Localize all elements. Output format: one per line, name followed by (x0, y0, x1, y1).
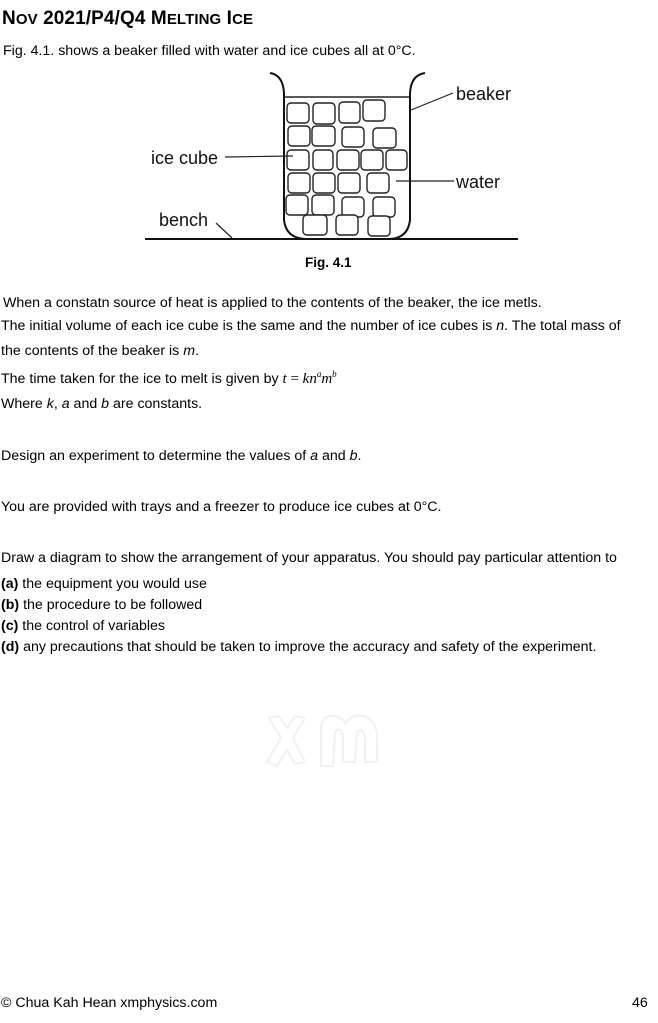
variable-n: n (496, 318, 505, 334)
ice-cube (313, 173, 335, 193)
list-marker: (b) (1, 597, 20, 613)
title-part: CE (232, 11, 254, 28)
list-item-c (1, 618, 165, 634)
label-water: water (456, 172, 501, 192)
list-text: any precautions that should be taken to improve the accuracy and safety of the experiment. (19, 639, 597, 655)
ice-cube (286, 195, 308, 215)
list-marker: (c) (1, 618, 19, 634)
ice-cube (313, 103, 335, 124)
body-line-time (1, 369, 337, 388)
list-marker: (d) (1, 639, 20, 655)
eq-t: t (282, 371, 287, 387)
draw-instruction: Draw a diagram to show the arrangement of your apparatus. You should pay particular attention to (1, 550, 617, 566)
text-span: . (357, 448, 362, 464)
title-part: ELTING (166, 11, 222, 28)
ice-cube (373, 197, 395, 217)
eq-n: n (309, 371, 317, 387)
ice-cube (363, 100, 385, 121)
ice-cube (336, 215, 358, 235)
title-part: I (221, 8, 233, 29)
eq-equals: = (286, 371, 303, 387)
equation (283, 371, 337, 387)
ice-cube (367, 173, 389, 193)
ice-cube (312, 195, 334, 215)
figure-caption: Fig. 4.1 (305, 255, 352, 270)
variable-m: m (183, 343, 196, 359)
text-span: The initial volume of each ice cube is the same and the number of ice cubes is (1, 318, 497, 334)
list-text: the equipment you would use (18, 576, 207, 592)
ice-cube (342, 127, 364, 147)
text-span: , (53, 396, 62, 412)
ice-cube (303, 215, 327, 235)
intro-text: Fig. 4.1. shows a beaker filled with water and ice cubes all at 0°C. (3, 43, 416, 59)
design-instruction (1, 448, 361, 464)
eq-exponent-a: a (316, 369, 322, 379)
list-item-a (1, 576, 207, 592)
ice-cube (337, 150, 359, 170)
list-text: the control of variables (18, 618, 166, 634)
beaker-diagram (140, 65, 530, 275)
text-span: the contents of the beaker is (1, 343, 184, 359)
body-line-volume (1, 318, 621, 334)
ice-cube (368, 216, 390, 236)
list-marker: (a) (1, 576, 19, 592)
ice-cube (287, 150, 309, 170)
beaker-leader (411, 93, 453, 110)
body-line-mass (1, 343, 199, 359)
list-text: the procedure to be followed (19, 597, 203, 613)
variable-a: a (310, 448, 319, 464)
variable-k: k (46, 396, 54, 412)
ice-cube (342, 197, 364, 217)
variable-a: a (61, 396, 70, 412)
text-span: Design an experiment to determine the values of (1, 448, 311, 464)
title-part: N (2, 8, 16, 29)
list-item-b (1, 597, 202, 613)
body-line-heat: When a constatn source of heat is applied to the contents of the beaker, the ice metls. (3, 295, 542, 311)
eq-exponent-b: b (332, 369, 337, 379)
title-part: M (150, 8, 167, 29)
ice-cubes (286, 100, 407, 236)
text-span: . (195, 343, 199, 359)
label-bench: bench (159, 210, 209, 230)
ice-cube-leader (225, 156, 293, 157)
ice-cube (386, 150, 407, 170)
text-span: are constants. (109, 396, 203, 412)
ice-cube (313, 150, 333, 170)
eq-k: k (302, 371, 310, 387)
bench-leader (216, 223, 232, 238)
body-line-constants (1, 396, 202, 412)
page-number: 46 (632, 995, 648, 1011)
ice-cube (287, 103, 309, 123)
label-ice-cube: ice cube (151, 148, 219, 168)
text-span: The time taken for the ice to melt is given by (1, 371, 283, 387)
ice-cube (288, 173, 310, 193)
variable-b: b (349, 448, 358, 464)
provided-text: You are provided with trays and a freezer to produce ice cubes at 0°C. (1, 499, 442, 515)
text-span: . The total mass of (504, 318, 621, 334)
text-span: Where (1, 396, 47, 412)
text-span: and (318, 448, 350, 464)
eq-m: m (321, 371, 333, 387)
list-item-d (1, 639, 596, 655)
title-part: 2021/P4/Q4 (37, 8, 151, 29)
footer-copyright: © Chua Kah Hean xmphysics.com (1, 995, 218, 1011)
variable-b: b (101, 396, 110, 412)
ice-cube (373, 128, 396, 148)
ice-cube (288, 126, 310, 146)
ice-cube (339, 102, 360, 123)
ice-cube (361, 150, 383, 170)
ice-cube (338, 173, 360, 193)
ice-cube (312, 126, 335, 146)
page-title (2, 8, 253, 30)
text-span: and (69, 396, 102, 412)
title-part: OV (15, 11, 38, 28)
label-beaker: beaker (456, 84, 512, 104)
watermark-logo (265, 710, 385, 770)
